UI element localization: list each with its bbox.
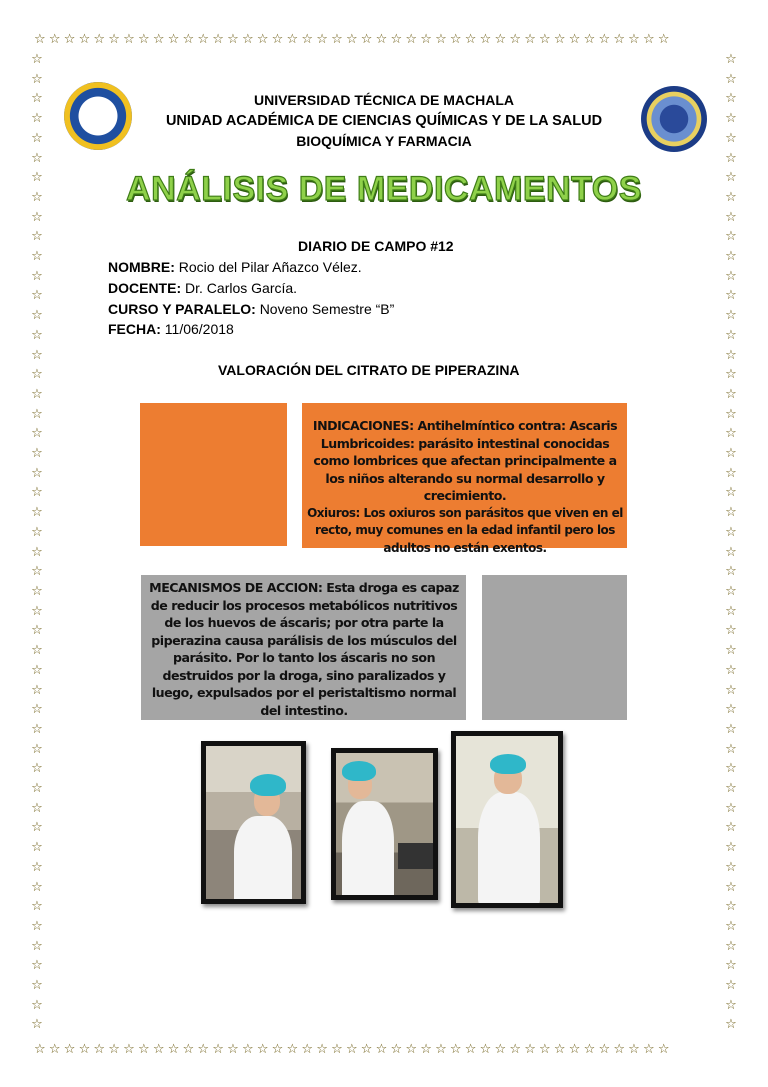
field-curso bbox=[108, 301, 394, 317]
field-value: Dr. Carlos García. bbox=[185, 280, 298, 296]
field-fecha bbox=[108, 321, 234, 337]
field-value: Rocio del Pilar Añazco Vélez. bbox=[178, 259, 362, 275]
lab-photo-2 bbox=[331, 748, 438, 900]
program-name: BIOQUÍMICA Y FARMACIA bbox=[296, 133, 472, 149]
field-value: 11/06/2018 bbox=[164, 321, 234, 337]
academic-unit: UNIDAD ACADÉMICA DE CIENCIAS QUÍMICAS Y DE LA SALUD bbox=[165, 113, 603, 129]
document-title: ANÁLISIS DE MEDICAMENTOS bbox=[126, 170, 642, 208]
star-border-right: ☆ ☆ ☆ ☆ ☆ ☆ ☆ ☆ ☆ ☆ ☆ ☆ ☆ ☆ ☆ ☆ ☆ ☆ ☆ ☆ ☆ ☆ ☆ ☆ ☆ ☆ ☆ ☆ ☆ ☆ ☆ ☆ ☆ ☆ ☆ ☆ ☆ ☆ ☆ ☆ ☆ ☆ ☆ ☆ ☆ ☆ ☆ ☆ ☆ ☆ bbox=[725, 52, 737, 1033]
university-name: UNIVERSIDAD TÉCNICA DE MACHALA bbox=[253, 92, 515, 108]
field-docente bbox=[108, 280, 297, 296]
star-border-top: ☆☆☆☆☆☆☆☆☆☆☆☆☆☆☆☆☆☆☆☆☆☆☆☆☆☆☆☆☆☆☆☆☆☆☆☆☆☆☆☆☆☆☆ bbox=[34, 32, 673, 47]
mecanismos-text: MECANISMOS DE ACCION: Esta droga es capaz de reducir los procesos metabólicos nutritivos de los huevos de áscaris; por otra parte la piperazina causa parálisis de los músculos del parásito. Por lo tanto los áscaris no son destruidos por la droga, sino paralizados y luego, expulsados por el peristaltismo normal del intestino. bbox=[149, 580, 459, 718]
field-nombre bbox=[108, 259, 362, 275]
star-border-bottom: ☆☆☆☆☆☆☆☆☆☆☆☆☆☆☆☆☆☆☆☆☆☆☆☆☆☆☆☆☆☆☆☆☆☆☆☆☆☆☆☆☆☆☆ bbox=[34, 1042, 673, 1057]
orange-block-decor bbox=[140, 403, 287, 546]
gray-block-decor bbox=[482, 575, 627, 720]
indicaciones-text bbox=[306, 417, 624, 557]
university-seal-logo bbox=[64, 82, 132, 150]
field-label: CURSO Y PARALELO: bbox=[108, 301, 256, 317]
star-border-left: ☆ ☆ ☆ ☆ ☆ ☆ ☆ ☆ ☆ ☆ ☆ ☆ ☆ ☆ ☆ ☆ ☆ ☆ ☆ ☆ ☆ ☆ ☆ ☆ ☆ ☆ ☆ ☆ ☆ ☆ ☆ ☆ ☆ ☆ ☆ ☆ ☆ ☆ ☆ ☆ ☆ ☆ ☆ ☆ ☆ ☆ ☆ ☆ ☆ ☆ bbox=[31, 52, 43, 1033]
diario-heading: DIARIO DE CAMPO #12 bbox=[298, 238, 454, 254]
oxiuros-paragraph: Oxiuros: Los oxiuros son parásitos que viven en el recto, muy comunes en la edad infantil pero los adultos no están exentos. bbox=[307, 505, 623, 555]
field-label: DOCENTE: bbox=[108, 280, 182, 296]
indicaciones-paragraph: INDICACIONES: Antihelmíntico contra: Ascaris Lumbricoides: parásito intestinal conocidas como lombrices que afectan principalmente a los niños alterando su normal desarrollo y crecimiento. bbox=[312, 418, 618, 503]
field-value: Noveno Semestre “B” bbox=[259, 301, 395, 317]
faculty-seal-logo bbox=[641, 86, 707, 152]
lab-photo-1 bbox=[201, 741, 306, 904]
field-label: NOMBRE: bbox=[108, 259, 175, 275]
section-title: VALORACIÓN DEL CITRATO DE PIPERAZINA bbox=[218, 362, 520, 378]
field-label: FECHA: bbox=[108, 321, 161, 337]
mecanismos-box bbox=[141, 575, 466, 720]
indicaciones-box bbox=[302, 403, 627, 555]
lab-photo-3 bbox=[451, 731, 563, 908]
